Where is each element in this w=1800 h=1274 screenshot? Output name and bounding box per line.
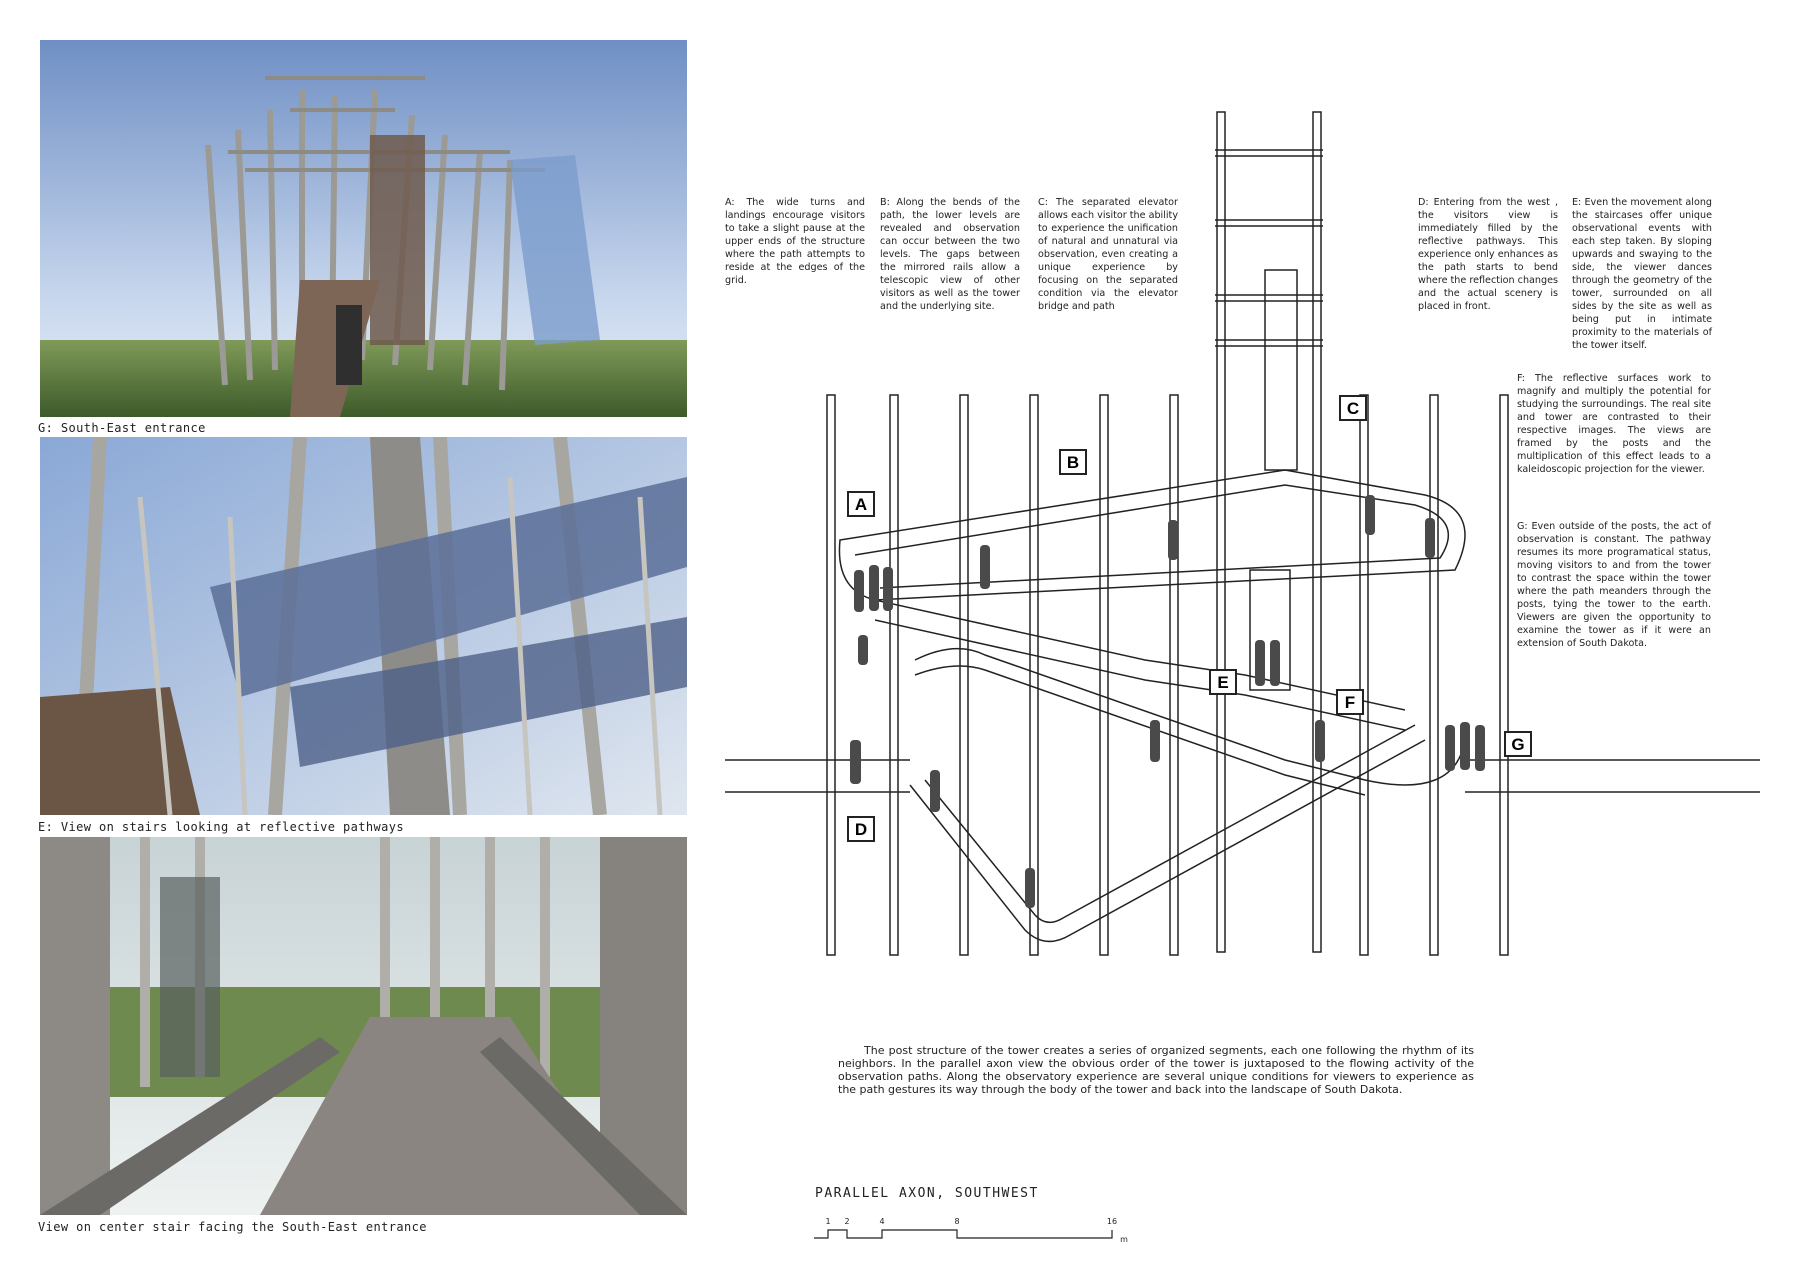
render-caption-g: G: South-East entrance [38,421,206,435]
note-d: D: Entering from the west , the visitors view is immediately filled by the reflective pathways. This experience only enhances as the path starts to bend where the reflection changes and the actual scenery is placed in front. [1418,197,1558,312]
note-f: F: The reflective surfaces work to magnify and multiply the potential for studying the surroundings. The real site and tower are contrasted to their respective images. The views are framed by the posts and the multiplication of this effect leads to a kaleidoscopic projection for the viewer. [1517,373,1711,475]
render-caption-center-stair: View on center stair facing the South-East entrance [38,1220,427,1234]
drawing-title: PARALLEL AXON, SOUTHWEST [815,1186,1039,1201]
axon-label-d: D [854,820,868,839]
scale-bar [812,1208,1142,1244]
scale-tick-4: 4 [879,1217,885,1226]
axon-label-e: E [1217,673,1229,692]
render-south-east-entrance [40,40,687,417]
render-caption-e: E: View on stairs looking at reflective pathways [38,820,404,834]
grid-post [960,395,968,955]
axon-label-b: B [1066,453,1080,472]
scale-unit: m [1120,1235,1128,1244]
scale-tick-8: 8 [954,1217,960,1226]
axon-label-g: G [1511,735,1525,754]
grid-post [1360,395,1368,955]
scale-tick-1: 1 [825,1217,831,1226]
grid-post [1500,395,1508,955]
note-b: B: Along the bends of the path, the lower levels are revealed and observation can occur between the two levels. The gaps between the mirrored rails allow a telescopic view of other visitors as well as the tower and the underlying site. [880,197,1020,312]
axon-label-c: C [1346,399,1360,418]
note-e: E: Even the movement along the staircases offer unique observational events with each step taken. By sloping upwards and swaying to the side, the viewer dances through the geometry of the tower, surrounded on all sides by the site as well as being put in intimate proximity to the materials of the tower itself. [1572,197,1712,351]
scale-tick-16: 16 [1106,1217,1118,1226]
grid-post [890,395,898,955]
axon-label-f: F [1344,693,1356,712]
note-a: A: The wide turns and landings encourage visitors to take a slight pause at the upper ends of the structure where the path attempts to reside at the edges of the grid. [725,197,865,286]
grid-post [1430,395,1438,955]
parallel-axon-drawing [725,100,1775,970]
note-c: C: The separated elevator allows each visitor the ability to experience the unification of natural and unnatural via observation, even creating a unique experience by focusing on the separated condition via the elevator bridge and path [1038,197,1178,312]
axon-summary: The post structure of the tower creates a series of organized segments, each one following the rhythm of its neighbors. In the parallel axon view the obvious order of the tower is juxtaposed to the flowing activity of the observation paths. Along the observatory experience are several unique conditions for viewers to experience as the path gestures its way through the body of the tower and back into the landscape of South Dakota. [838,1044,1474,1096]
tower-post [1313,112,1321,952]
tower-post [1217,112,1225,952]
grid-post [1170,395,1178,955]
axon-label-a: A [854,495,868,514]
render-center-stair [40,837,687,1215]
scale-tick-2: 2 [844,1217,850,1226]
note-g: G: Even outside of the posts, the act of observation is constant. The pathway resumes its more programatical status, moving visitors to and from the tower to contrast the space within the tower where the path meanders through the posts, tying the tower to the earth. Viewers are given the opportunity to examine the tower as if it were an extension of South Dakota. [1517,521,1711,649]
render-stairs-reflective-pathways [40,437,687,815]
grid-post [827,395,835,955]
grid-post [1100,395,1108,955]
